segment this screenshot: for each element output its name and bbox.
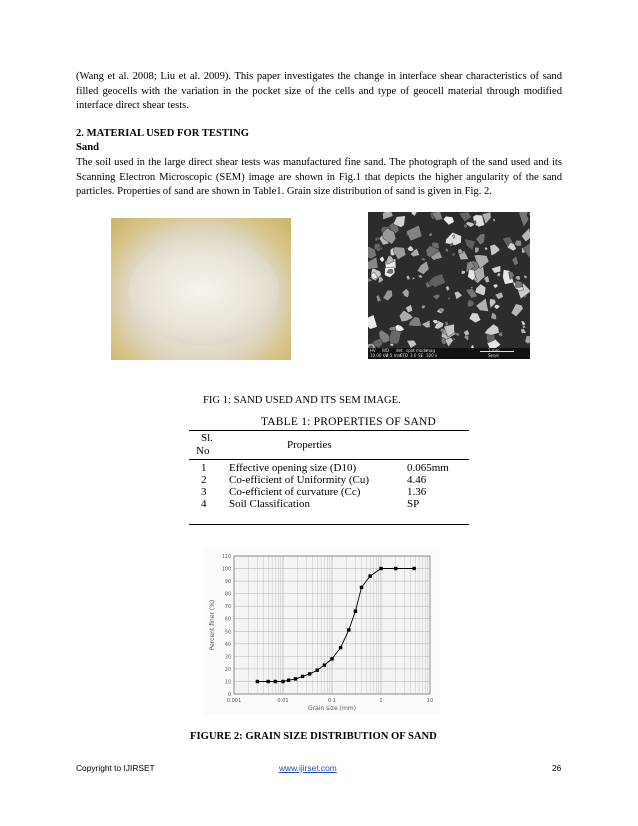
- section-heading: 2. MATERIAL USED FOR TESTING: [76, 128, 249, 139]
- data-point: [330, 657, 333, 660]
- data-point: [316, 669, 319, 672]
- table-cell-sl: 2: [201, 474, 207, 486]
- sem-label-wd: WD: [382, 348, 390, 353]
- header-sl: Sl.: [201, 432, 213, 444]
- x-tick-label: 0.001: [226, 698, 242, 704]
- sem-label-mag: mag: [426, 348, 435, 353]
- table-cell-sl: 1: [201, 462, 207, 474]
- sem-particles: [368, 212, 530, 348]
- figure1-caption: FIG 1: SAND USED AND ITS SEM IMAGE.: [203, 395, 401, 406]
- data-point: [274, 680, 277, 683]
- sem-label-spot: spot: [406, 348, 415, 353]
- grain-size-chart-svg: [204, 548, 440, 714]
- x-tick-label: 0.01: [277, 698, 289, 704]
- table-cell-value: 0.065mm: [407, 462, 449, 474]
- data-point: [413, 567, 416, 570]
- data-point: [379, 567, 382, 570]
- y-tick-label: 60: [224, 617, 231, 623]
- y-tick-label: 80: [224, 592, 231, 598]
- section-paragraph: The soil used in the large direct shear tests was manufactured fine sand. The photograph of the sand used and its Scanning Electron Microscopic (SEM) image are shown in Fig.1 that depicts the higher angularity of the sand particles. Properties of sand are shown in Table1. Grain size distribution of sand is given in Fig. 2.: [76, 157, 562, 198]
- sem-scale-bar: [480, 351, 514, 352]
- table-cell-property: Soil Classification: [229, 498, 310, 510]
- header-no: No: [196, 445, 210, 457]
- y-tick-label: 30: [224, 655, 231, 661]
- footer-copyright: Copyright to IJIRSET: [76, 763, 155, 773]
- table-cell-value: SP: [407, 498, 420, 510]
- y-tick-label: 100: [221, 567, 231, 573]
- table-cell-sl: 3: [201, 486, 207, 498]
- y-tick-label: 70: [224, 605, 231, 611]
- sem-label-mode: mode: [416, 348, 428, 353]
- table-title: TABLE 1: PROPERTIES OF SAND: [261, 416, 437, 428]
- table-cell-property: Co-efficient of Uniformity (Cu): [229, 474, 370, 486]
- data-point: [287, 679, 290, 682]
- data-point: [294, 677, 297, 680]
- data-point: [301, 675, 304, 678]
- sem-value-mag: 100 x: [426, 353, 438, 358]
- section-subheading: Sand: [76, 142, 99, 153]
- x-tick-label: 10: [426, 698, 434, 704]
- table-cell-value: 1.36: [407, 486, 427, 498]
- data-point: [256, 680, 259, 683]
- sem-value-mode: SE: [418, 353, 424, 358]
- sem-label-hv: HV: [370, 348, 376, 353]
- sem-grain: [515, 240, 522, 246]
- footer-website-link[interactable]: www.ijirset.com: [279, 763, 337, 773]
- table-cell-property: Co-efficient of curvature (Cc): [229, 486, 361, 498]
- header-properties: Properties: [287, 439, 332, 451]
- data-point: [339, 646, 342, 649]
- table-cell-value: 4.46: [407, 474, 427, 486]
- sem-image: [368, 212, 530, 359]
- y-tick-label: 20: [224, 667, 231, 673]
- sem-value-label: Sesel: [488, 353, 499, 358]
- table-header-rule: [189, 459, 469, 460]
- x-axis-label: Grain size (mm): [307, 705, 357, 712]
- data-point: [394, 567, 397, 570]
- y-tick-label: 40: [224, 642, 231, 648]
- sem-value-wd: 8.5 mm: [386, 353, 402, 358]
- y-tick-label: 110: [221, 555, 231, 560]
- sem-label-det: det: [396, 348, 403, 353]
- figure2-caption: FIGURE 2: GRAIN SIZE DISTRIBUTION OF SAND: [190, 731, 437, 742]
- table-top-rule: [189, 430, 469, 431]
- footer-page-number: 26: [552, 763, 562, 773]
- sem-value-spot: 3.0: [410, 353, 417, 358]
- data-point: [281, 680, 284, 683]
- intro-paragraph: (Wang et al. 2008; Liu et al. 2009). This paper investigates the change in interface shear characteristics of sand filled geocells with the variation in the pocket size of the cells and type of geocell material through modified interface direct shear tests.: [76, 71, 562, 112]
- table-bottom-rule: [189, 524, 469, 525]
- data-point: [267, 680, 270, 683]
- grain-size-chart: [204, 548, 440, 714]
- x-tick-label: 0.1: [328, 698, 336, 704]
- y-axis-label: Percent finer (%): [209, 599, 216, 651]
- data-point: [308, 672, 311, 675]
- y-tick-label: 50: [224, 630, 231, 636]
- data-point: [354, 610, 357, 613]
- data-point: [360, 586, 363, 589]
- data-point: [347, 628, 350, 631]
- sand-photo: [111, 218, 291, 360]
- sem-databar: [368, 348, 530, 359]
- table-cell-sl: 4: [201, 498, 207, 510]
- sem-value-det: ETD: [400, 353, 409, 358]
- sem-value-hv: 10.00 kV: [370, 353, 388, 358]
- x-tick-label: 1: [379, 698, 383, 704]
- data-point: [368, 574, 371, 577]
- y-tick-label: 90: [224, 580, 231, 586]
- data-point: [323, 663, 326, 666]
- table-cell-property: Effective opening size (D10): [229, 462, 357, 474]
- y-tick-label: 10: [224, 680, 231, 686]
- y-tick-label: 0: [227, 693, 231, 698]
